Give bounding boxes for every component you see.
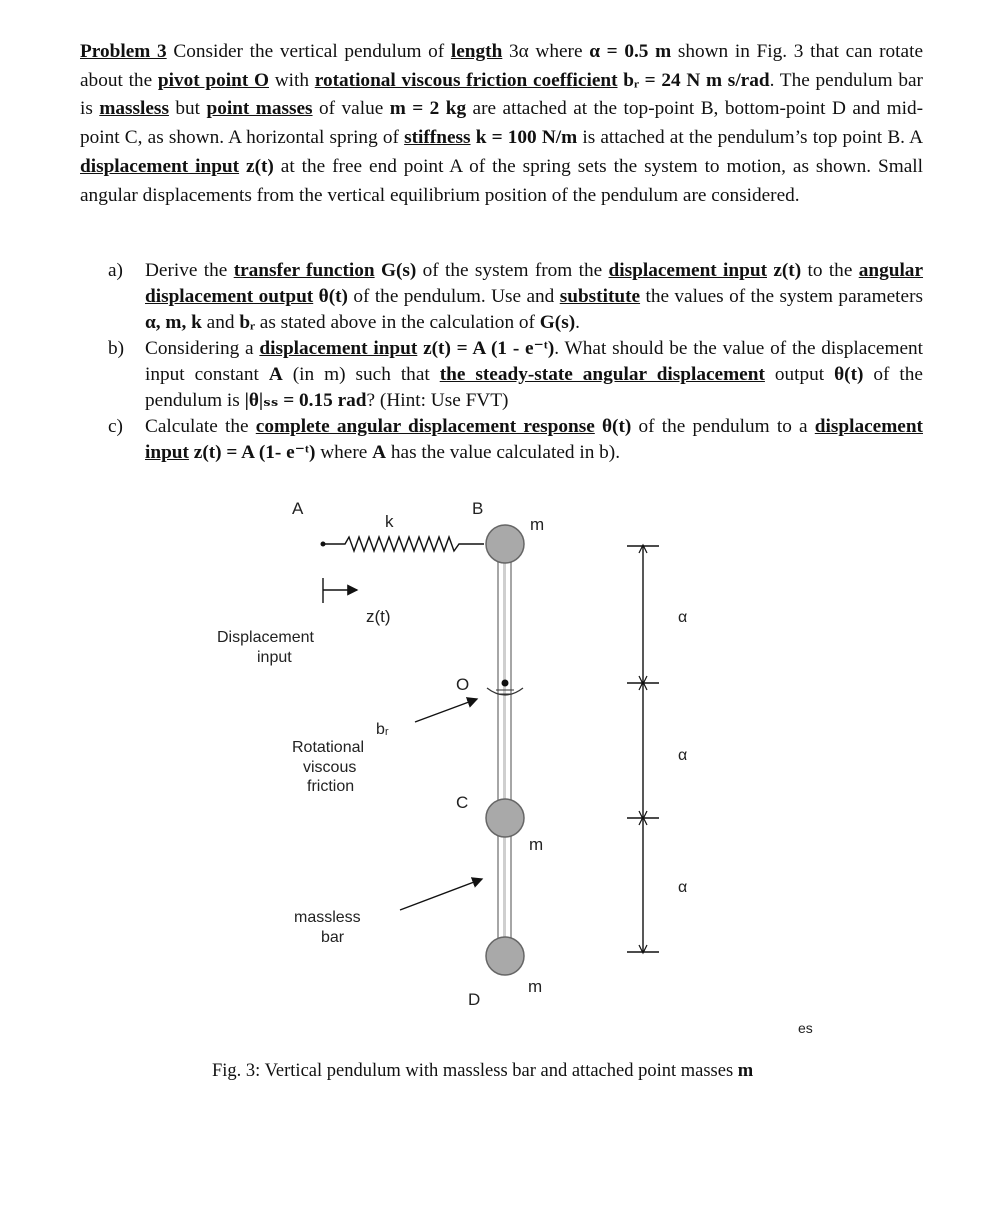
keyword: displacement input bbox=[259, 338, 418, 359]
text-run: where bbox=[315, 442, 373, 463]
text-run: of the pendulum is bbox=[145, 364, 923, 411]
displacement-label-2: input bbox=[257, 649, 292, 666]
friction-label-1: Rotational bbox=[292, 739, 365, 756]
text-run: output bbox=[764, 364, 835, 385]
part-label: c) bbox=[108, 416, 123, 437]
mass-bottom bbox=[486, 937, 524, 975]
bold-run: A bbox=[268, 364, 283, 385]
text-run: shown in Fig. 3 that can rotate about the bbox=[80, 41, 924, 91]
part-b bbox=[108, 336, 923, 414]
label-alpha-2: α bbox=[678, 747, 688, 764]
caption-m: m bbox=[737, 1061, 754, 1081]
bold-run: z(t) bbox=[767, 260, 802, 281]
text-run: of the pendulum to a bbox=[631, 416, 815, 437]
es-mark: es bbox=[798, 1020, 813, 1036]
pendulum-figure bbox=[0, 480, 999, 1050]
bold-run: θ(t) bbox=[834, 364, 864, 385]
text-run bbox=[239, 156, 246, 177]
friction-pointer-arrow bbox=[415, 699, 477, 722]
text-run: the values of the system parameters bbox=[640, 286, 923, 307]
text-run: is attached at the pendulum’s top point B. A bbox=[577, 127, 924, 149]
keyword: massless bbox=[99, 98, 169, 120]
stiffness-value: k = 100 N/m bbox=[475, 127, 578, 149]
part-text bbox=[145, 336, 923, 414]
text-run: Calculate the bbox=[145, 416, 256, 437]
text-run: Derive the bbox=[145, 260, 234, 281]
text-run: and bbox=[201, 312, 240, 333]
label-alpha-1: α bbox=[678, 609, 688, 626]
part-label: b) bbox=[108, 338, 125, 359]
friction-label-2: viscous bbox=[303, 759, 357, 776]
label-br: bᵣ bbox=[376, 721, 389, 738]
mass-top bbox=[486, 525, 524, 563]
text-run: but bbox=[168, 98, 207, 120]
text-run: with bbox=[268, 69, 315, 91]
bold-run: z(t) = A (1 - e⁻ᵗ) bbox=[417, 338, 555, 359]
br-value: bᵣ = 24 N m s/rad bbox=[623, 69, 770, 91]
mass-middle bbox=[486, 799, 524, 837]
part-c bbox=[108, 414, 923, 466]
text-run: as stated above in the calculation of bbox=[254, 312, 540, 333]
text-run: to the bbox=[801, 260, 859, 281]
question-parts bbox=[108, 258, 923, 466]
text-run: are attached at the top-point B, bottom-point D and mid-point C, as shown. A horizontal spring of bbox=[80, 98, 924, 149]
alpha-value: α = 0.5 m bbox=[589, 41, 672, 62]
keyword: substitute bbox=[559, 286, 641, 307]
label-alpha-3: α bbox=[678, 879, 688, 896]
label-m-mid: m bbox=[529, 835, 544, 854]
friction-label-3: friction bbox=[307, 778, 355, 795]
text-run: 3α where bbox=[502, 41, 590, 62]
bold-run: G(s) bbox=[539, 312, 576, 333]
caption-text: Fig. 3: Vertical pendulum with massless bar and attached point masses bbox=[212, 1061, 738, 1081]
part-a bbox=[108, 258, 923, 336]
keyword: point masses bbox=[206, 98, 313, 120]
text-run: ? (Hint: Use FVT) bbox=[366, 390, 509, 411]
label-c: C bbox=[456, 793, 469, 812]
keyword: length bbox=[450, 41, 503, 62]
bold-run: A bbox=[372, 442, 387, 463]
keyword: complete angular displacement response bbox=[255, 416, 595, 437]
problem-heading: Problem 3 bbox=[80, 41, 167, 62]
displacement-label-1: Displacement bbox=[217, 629, 314, 646]
spring bbox=[323, 537, 484, 551]
bold-run: θ(t) bbox=[594, 416, 632, 437]
problem-statement bbox=[80, 38, 923, 210]
mass-value: m = 2 kg bbox=[389, 98, 467, 120]
bold-run: G(s) bbox=[374, 260, 417, 281]
text-run: of value bbox=[312, 98, 390, 120]
text-run: has the value calculated in b). bbox=[386, 442, 621, 463]
label-m-bottom: m bbox=[528, 977, 543, 996]
label-m-top: m bbox=[530, 515, 545, 534]
label-k: k bbox=[385, 512, 394, 531]
bold-run: |θ|ₛₛ = 0.15 rad bbox=[244, 390, 367, 411]
text-run: . bbox=[575, 312, 580, 333]
label-z: z(t) bbox=[366, 607, 391, 626]
text-run: at the free end point A of the spring sets the system to motion, as shown. Small angular displacements from the vertical equilibrium position of the pendulum are considered. bbox=[80, 155, 923, 206]
text-run: (in m) such that bbox=[282, 364, 440, 385]
text-run: . What should be the value of the displacement input constant bbox=[145, 338, 924, 385]
figure-caption bbox=[212, 1061, 912, 1082]
keyword: displacement input bbox=[145, 416, 923, 463]
keyword: stiffness bbox=[404, 127, 471, 149]
pivot-point bbox=[502, 680, 509, 687]
massless-label-1: massless bbox=[294, 909, 361, 926]
label-a: A bbox=[292, 499, 304, 518]
bold-run: z(t) = A (1- e⁻ᵗ) bbox=[188, 442, 316, 463]
text-run: Consider the vertical pendulum of bbox=[166, 41, 451, 62]
text-run: of the pendulum. Use and bbox=[347, 286, 560, 307]
keyword: the steady-state angular displacement bbox=[439, 364, 765, 385]
label-o: O bbox=[456, 675, 470, 694]
keyword: rotational viscous friction coefficient bbox=[314, 69, 618, 91]
text-run: of the system from the bbox=[416, 260, 609, 281]
part-text bbox=[145, 414, 923, 466]
keyword: displacement input bbox=[608, 260, 767, 281]
label-b: B bbox=[472, 499, 484, 518]
keyword: displacement input bbox=[80, 155, 240, 177]
part-text bbox=[145, 258, 923, 336]
bold-run: α, m, k bbox=[145, 312, 202, 333]
keyword: transfer function bbox=[233, 260, 375, 281]
keyword: angular displacement output bbox=[145, 260, 924, 307]
massless-label-2: bar bbox=[321, 929, 345, 946]
label-d: D bbox=[468, 990, 481, 1009]
text-run: Considering a bbox=[145, 338, 260, 359]
bold-run: bᵣ bbox=[239, 312, 255, 333]
z-label: z(t) bbox=[246, 155, 274, 177]
massless-pointer-arrow bbox=[400, 879, 482, 910]
keyword: pivot point O bbox=[157, 69, 269, 91]
text-run: . The pendulum bar is bbox=[80, 69, 923, 120]
bold-run: θ(t) bbox=[313, 286, 348, 307]
part-label: a) bbox=[108, 260, 123, 281]
